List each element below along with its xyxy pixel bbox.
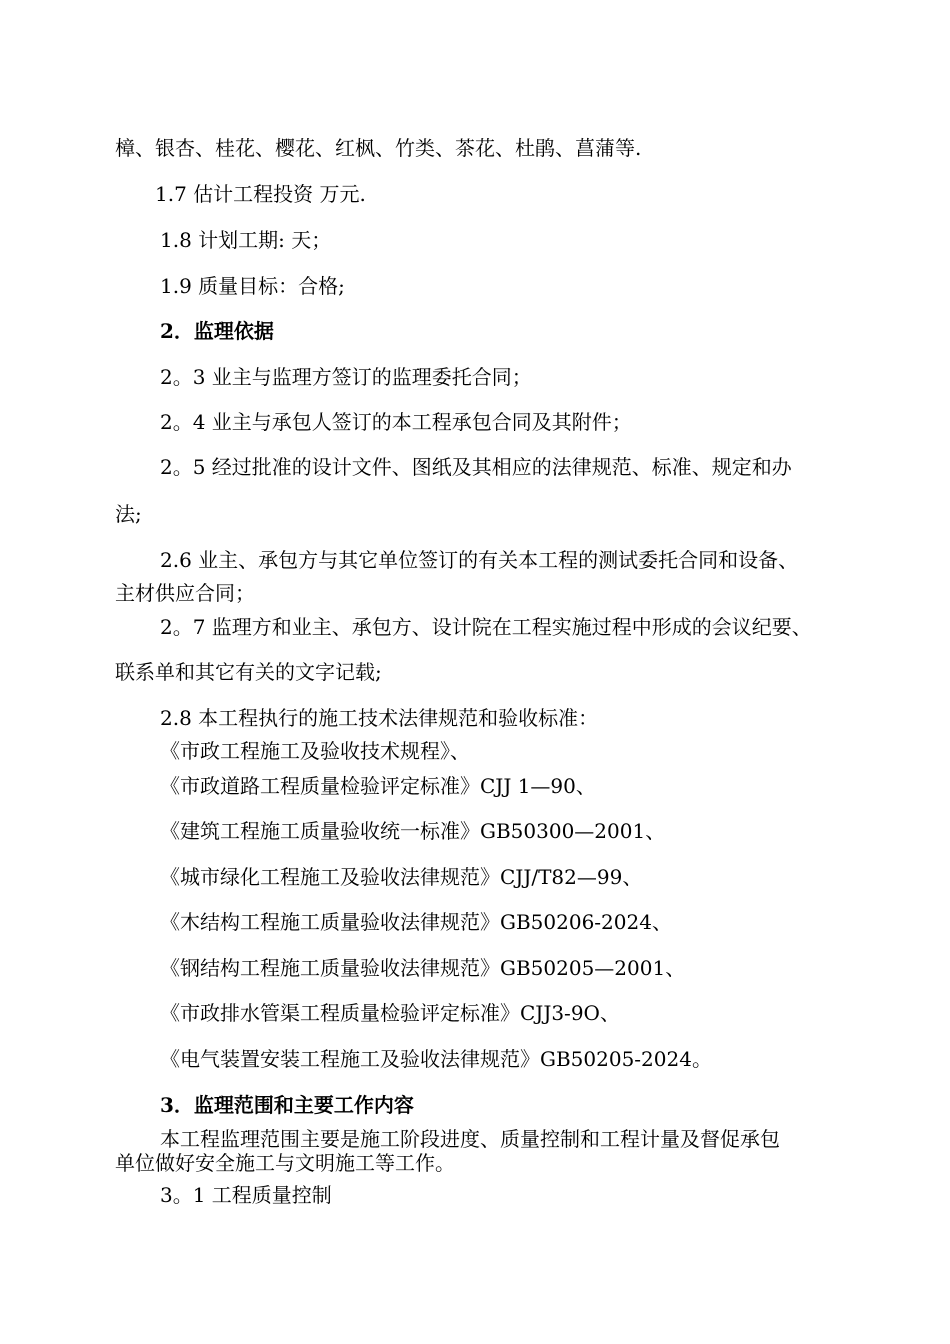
text-line: 樟、银杏、桂花、樱花、红枫、竹类、茶花、杜鹃、菖蒲等.	[115, 136, 642, 160]
standard-item: 《电气装置安装工程施工及验收法律规范》GB50205-2024。	[160, 1047, 712, 1071]
text-line: 1.8 计划工期: 天；	[160, 228, 332, 252]
text-line: 2。5 经过批准的设计文件、图纸及其相应的法律规范、标准、规定和办	[160, 455, 792, 479]
text-line: 2。3 业主与监理方签订的监理委托合同；	[160, 365, 532, 389]
text-line: 2.8 本工程执行的施工技术法律规范和验收标准：	[160, 706, 599, 730]
text-line: 单位做好安全施工与文明施工等工作。	[115, 1151, 455, 1175]
text-line: 2。7 监理方和业主、承包方、设计院在工程实施过程中形成的会议纪要、	[160, 615, 812, 639]
standard-item: 《钢结构工程施工质量验收法律规范》GB50205—2001、	[160, 956, 686, 980]
section-heading: 3．监理范围和主要工作内容	[160, 1093, 414, 1117]
text-line: 1.7 估计工程投资 万元.	[155, 182, 366, 206]
standard-item: 《城市绿化工程施工及验收法律规范》CJJ/T82—99、	[160, 865, 643, 889]
text-line: 联系单和其它有关的文字记载;	[115, 660, 382, 684]
standard-item: 《市政工程施工及验收技术规程》、	[160, 739, 470, 763]
text-line: 本工程监理范围主要是施工阶段进度、质量控制和工程计量及督促承包	[160, 1127, 780, 1151]
text-line: 法;	[115, 502, 142, 526]
text-line: 2.6 业主、承包方与其它单位签订的有关本工程的测试委托合同和设备、	[160, 548, 799, 572]
standard-item: 《市政排水管渠工程质量检验评定标准》CJJ3-9O、	[160, 1001, 620, 1025]
text-line: 3。1 工程质量控制	[160, 1183, 332, 1207]
text-line: 2。4 业主与承包人签订的本工程承包合同及其附件；	[160, 410, 632, 434]
section-heading: 2．监理依据	[160, 319, 274, 343]
text-line: 1.9 质量目标：合格;	[160, 274, 345, 298]
text-line: 主材供应合同；	[115, 581, 255, 605]
standard-item: 《木结构工程施工质量验收法律规范》GB50206-2024、	[160, 910, 672, 934]
standard-item: 《建筑工程施工质量验收统一标准》GB50300—2001、	[160, 819, 666, 843]
standard-item: 《市政道路工程质量检验评定标准》CJJ 1—90、	[160, 774, 596, 798]
